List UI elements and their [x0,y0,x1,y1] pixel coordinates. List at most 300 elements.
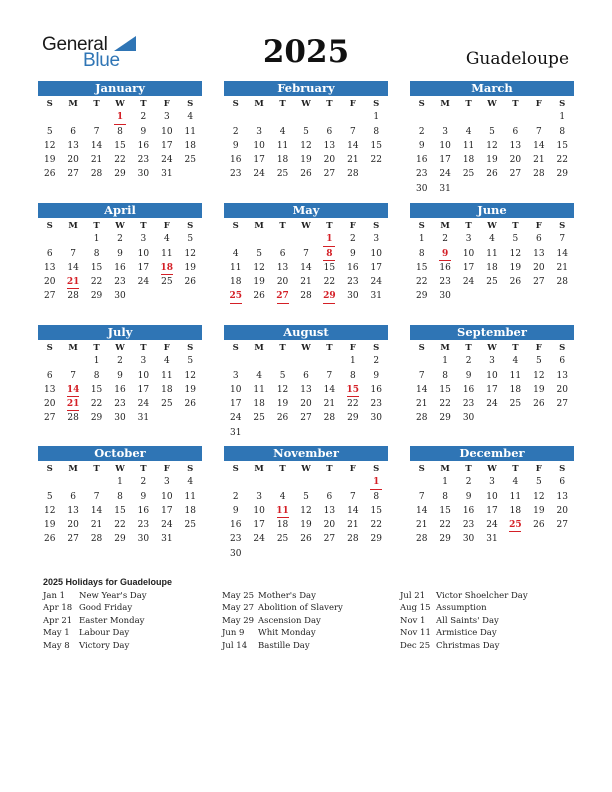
day-cell: 10 [486,491,498,502]
day-cell: 3 [256,126,262,137]
empty-cell [527,411,550,425]
empty-cell [410,475,433,489]
holiday-day-cell: 29 [318,289,341,303]
weekday-label: T [326,464,333,474]
weekday-label: M [254,343,264,353]
day-cell: 7 [349,126,356,137]
weekday-label: F [535,99,542,109]
empty-cell [457,182,480,196]
day-cell: 2 [465,356,472,367]
empty-cell [365,167,388,181]
day-cell: 7 [93,126,100,137]
empty-cell [294,426,317,440]
holiday-day-cell: 11 [271,504,294,518]
day-cell: 2 [442,234,448,245]
day-cell: 23 [114,399,126,410]
day-cell: 25 [184,155,196,166]
day-cell: 19 [276,399,289,410]
empty-cell [132,289,155,303]
day-cell: 9 [465,370,472,381]
day-cell: 10 [439,140,451,151]
month-title: December [410,446,574,461]
day-cell: 5 [512,234,519,245]
day-cell: 3 [232,370,239,381]
day-cell: 11 [229,262,242,273]
day-cell: 26 [43,169,56,180]
day-cell: 17 [486,505,498,516]
weekday-label: T [465,221,472,231]
day-cell: 20 [300,399,312,410]
month-july [38,325,202,426]
weekday-label: M [68,343,78,353]
day-cell: 5 [187,234,194,245]
week-row [410,139,574,153]
day-cell: 21 [323,399,336,410]
holiday-day-cell: 1 [318,232,341,246]
day-cell: 20 [67,155,79,166]
day-cell: 30 [462,534,475,545]
day-cell: 19 [184,262,196,273]
holiday-name: New Year's Day [79,591,147,601]
day-cell: 9 [373,370,380,381]
empty-cell [365,426,388,440]
holiday-list-title: 2025 Holidays for Guadeloupe [43,577,173,587]
holiday-date: Jul 21 [400,591,426,601]
day-cell: 27 [43,413,56,424]
day-cell: 18 [276,520,289,531]
day-cell: 26 [300,534,312,545]
day-cell: 14 [323,384,336,395]
week-row [224,411,388,425]
empty-cell [504,532,527,546]
day-cell: 30 [137,534,150,545]
holiday-entry [43,641,223,653]
weekday-label: T [326,99,333,109]
day-cell: 7 [349,491,356,502]
weekday-label: M [440,343,450,353]
day-cell: 18 [253,399,265,410]
day-cell: 1 [418,234,425,245]
day-cell: 8 [93,248,100,259]
week-row [410,411,574,425]
holiday-column [43,591,223,653]
day-cell: 10 [161,126,173,137]
day-cell: 28 [347,534,359,545]
day-cell: 30 [137,169,150,180]
weekday-label: T [512,464,519,474]
day-cell: 26 [253,291,265,302]
empty-cell [365,547,388,561]
day-cell: 3 [140,356,147,367]
weekday-label: S [418,221,425,231]
day-cell: 25 [276,534,289,545]
day-cell: 3 [256,491,262,502]
day-cell: 25 [184,520,196,531]
day-cell: 13 [556,491,568,502]
empty-cell [294,475,317,489]
day-cell: 2 [232,491,239,502]
weekday-header [38,96,202,110]
weekday-label: T [465,99,472,109]
day-cell: 15 [415,262,428,273]
day-cell: 26 [43,534,56,545]
day-cell: 21 [415,399,428,410]
holiday-name: Assumption [436,603,487,614]
holiday-name: Mother's Day [258,591,316,601]
month-january [38,81,202,182]
holiday-date: Nov 1 [400,615,426,626]
day-cell: 11 [161,248,173,259]
day-cell: 9 [349,248,356,259]
day-cell: 26 [509,277,522,288]
day-cell: 21 [556,262,568,273]
week-row [224,397,388,411]
day-cell: 29 [114,534,126,545]
empty-cell [294,354,317,368]
empty-cell [224,232,247,246]
weekday-header [224,461,388,475]
day-cell: 20 [556,384,568,395]
day-cell: 6 [70,126,76,137]
day-cell: 31 [161,169,173,180]
weekday-label: S [418,464,425,474]
day-cell: 19 [184,384,196,395]
weekday-label: W [301,221,311,231]
day-cell: 9 [140,491,147,502]
day-cell: 28 [533,169,545,180]
weekday-label: S [559,343,566,353]
empty-cell [551,411,574,425]
week-row [410,247,574,261]
day-cell: 3 [140,234,147,245]
day-cell: 19 [300,155,312,166]
day-cell: 17 [253,520,265,531]
empty-cell [179,532,202,546]
day-cell: 21 [347,155,359,166]
day-cell: 15 [90,384,103,395]
holiday-entry [222,628,402,640]
weekday-label: T [326,221,333,231]
day-cell: 15 [439,505,451,516]
weekday-label: W [487,221,497,231]
day-cell: 15 [439,384,451,395]
empty-cell [247,354,270,368]
day-cell: 20 [509,155,522,166]
month-march [410,81,574,196]
month-title: July [38,325,202,340]
month-title: March [410,81,574,96]
day-cell: 9 [418,140,425,151]
empty-cell [179,289,202,303]
day-cell: 7 [303,248,309,259]
day-cell: 18 [161,384,173,395]
empty-cell [38,232,61,246]
weekday-header [38,218,202,232]
day-cell: 12 [253,262,265,273]
day-cell: 24 [253,169,265,180]
day-cell: 24 [486,520,498,531]
day-cell: 1 [442,356,448,367]
day-cell: 6 [535,234,542,245]
weekday-label: W [115,464,125,474]
holiday-day-cell: 1 [365,475,388,489]
day-cell: 2 [465,477,472,488]
day-cell: 24 [439,169,451,180]
day-cell: 30 [347,291,359,302]
day-cell: 6 [512,126,519,137]
empty-cell [318,547,341,561]
day-cell: 26 [184,277,196,288]
holiday-name: Ascension Day [258,615,321,626]
week-row [224,490,388,504]
day-cell: 14 [90,505,103,516]
day-cell: 2 [117,234,123,245]
day-cell: 3 [163,477,170,488]
weekday-label: T [279,464,286,474]
holiday-name: Good Friday [79,603,133,614]
holiday-column [400,591,580,653]
day-cell: 9 [465,491,472,502]
holiday-name: Whit Monday [258,628,316,639]
country-name: Guadeloupe [465,49,569,69]
weekday-label: S [559,464,566,474]
holiday-day-cell: 15 [341,383,364,397]
empty-cell [247,232,270,246]
day-cell: 20 [67,520,79,531]
month-february [224,81,388,182]
empty-cell [224,475,247,489]
day-cell: 4 [256,370,262,381]
day-cell: 22 [90,277,103,288]
day-cell: 20 [323,155,336,166]
empty-cell [551,289,574,303]
month-title: June [410,203,574,218]
day-cell: 27 [300,413,312,424]
day-cell: 10 [370,248,382,259]
weekday-label: S [187,464,194,474]
month-title: April [38,203,202,218]
day-cell: 12 [509,248,522,259]
weekday-label: S [559,221,566,231]
holiday-entry [400,603,580,615]
day-cell: 19 [533,384,545,395]
day-cell: 2 [140,477,147,488]
day-cell: 15 [323,262,336,273]
week-row [224,247,388,261]
day-cell: 14 [347,140,359,151]
day-cell: 23 [462,520,475,531]
weekday-label: S [46,464,53,474]
holiday-name: Victory Day [79,640,130,651]
day-cell: 26 [486,169,498,180]
weekday-label: S [232,99,239,109]
weekday-label: T [93,343,100,353]
day-cell: 20 [556,505,568,516]
month-october [38,446,202,547]
empty-cell [341,547,364,561]
weekday-label: T [279,343,286,353]
week-row [224,426,388,440]
weekday-label: M [254,99,264,109]
day-cell: 4 [279,126,286,137]
day-cell: 5 [303,126,309,137]
empty-cell [61,475,84,489]
day-cell: 18 [229,277,242,288]
day-cell: 14 [300,262,312,273]
day-cell: 23 [439,277,451,288]
day-cell: 10 [462,248,475,259]
empty-cell [179,411,202,425]
day-cell: 20 [323,520,336,531]
day-cell: 4 [232,248,239,259]
day-cell: 22 [90,399,103,410]
day-cell: 16 [462,505,475,516]
week-row [38,139,202,153]
day-cell: 8 [349,370,356,381]
day-cell: 3 [465,234,472,245]
week-row [224,369,388,383]
holiday-date: Aug 15 [400,603,431,614]
holiday-entry [400,641,580,653]
day-cell: 25 [276,169,289,180]
holiday-entry [43,603,223,615]
day-cell: 8 [373,491,380,502]
day-cell: 11 [184,491,196,502]
weekday-label: T [279,221,286,231]
day-cell: 2 [117,356,123,367]
week-row [410,383,574,397]
weekday-label: S [187,221,194,231]
holiday-day-cell: 9 [433,247,456,261]
weekday-label: W [301,343,311,353]
weekday-label: F [163,343,170,353]
day-cell: 13 [323,505,336,516]
weekday-label: T [93,221,100,231]
day-cell: 7 [70,248,76,259]
day-cell: 23 [229,534,242,545]
day-cell: 4 [489,234,495,245]
holiday-name: Armistice Day [436,628,497,639]
day-cell: 14 [347,505,359,516]
week-row [410,518,574,532]
empty-cell [294,110,317,124]
day-cell: 17 [161,505,173,516]
day-cell: 14 [533,140,545,151]
week-row [410,490,574,504]
empty-cell [179,167,202,181]
day-cell: 14 [415,384,428,395]
empty-cell [271,475,294,489]
week-row [38,232,202,246]
week-row [38,289,202,303]
day-cell: 28 [556,277,568,288]
weekday-label: F [163,221,170,231]
day-cell: 22 [415,277,428,288]
day-cell: 1 [559,112,566,123]
day-cell: 19 [533,505,545,516]
week-row [410,110,574,124]
week-row [224,518,388,532]
day-cell: 27 [533,277,545,288]
empty-cell [318,110,341,124]
weekday-header [38,340,202,354]
week-row [38,397,202,411]
week-row [224,167,388,181]
day-cell: 16 [137,505,150,516]
holiday-date: May 1 [43,628,70,639]
day-cell: 4 [187,112,194,123]
weekday-label: T [140,343,147,353]
day-cell: 1 [117,477,123,488]
weekday-label: T [93,99,100,109]
day-cell: 2 [373,356,380,367]
weekday-label: S [373,464,380,474]
day-cell: 1 [373,112,380,123]
empty-cell [410,354,433,368]
day-cell: 4 [279,491,286,502]
day-cell: 23 [137,520,150,531]
empty-cell [318,475,341,489]
weekday-label: T [512,99,519,109]
day-cell: 23 [114,277,126,288]
weekday-label: S [46,343,53,353]
weekday-header [38,461,202,475]
empty-cell [294,547,317,561]
empty-cell [551,182,574,196]
weekday-label: S [46,99,53,109]
week-row [38,369,202,383]
week-row [38,110,202,124]
day-cell: 18 [509,384,522,395]
day-cell: 27 [556,520,568,531]
holiday-entry [400,591,580,603]
day-cell: 28 [90,169,103,180]
day-cell: 28 [67,291,79,302]
weekday-label: M [440,464,450,474]
day-cell: 27 [67,534,79,545]
day-cell: 18 [486,262,498,273]
day-cell: 30 [370,413,382,424]
day-cell: 16 [415,155,428,166]
day-cell: 11 [462,140,475,151]
empty-cell [271,547,294,561]
day-cell: 31 [486,534,498,545]
day-cell: 3 [163,112,170,123]
empty-cell [61,232,84,246]
holiday-day-cell: 8 [318,247,341,261]
empty-cell [155,411,178,425]
day-cell: 24 [253,534,265,545]
day-cell: 22 [439,520,451,531]
weekday-label: F [535,221,542,231]
empty-cell [271,110,294,124]
weekday-label: T [140,99,147,109]
weekday-header [224,340,388,354]
day-cell: 3 [442,126,448,137]
week-row [38,532,202,546]
day-cell: 17 [161,140,173,151]
day-cell: 2 [418,126,425,137]
day-cell: 26 [533,399,545,410]
day-cell: 16 [229,520,242,531]
holiday-date: Dec 25 [400,640,431,651]
weekday-label: T [93,464,100,474]
day-cell: 13 [533,248,545,259]
holiday-date: May 25 [222,591,255,601]
day-cell: 8 [418,248,425,259]
day-cell: 6 [326,491,333,502]
day-cell: 10 [137,248,150,259]
